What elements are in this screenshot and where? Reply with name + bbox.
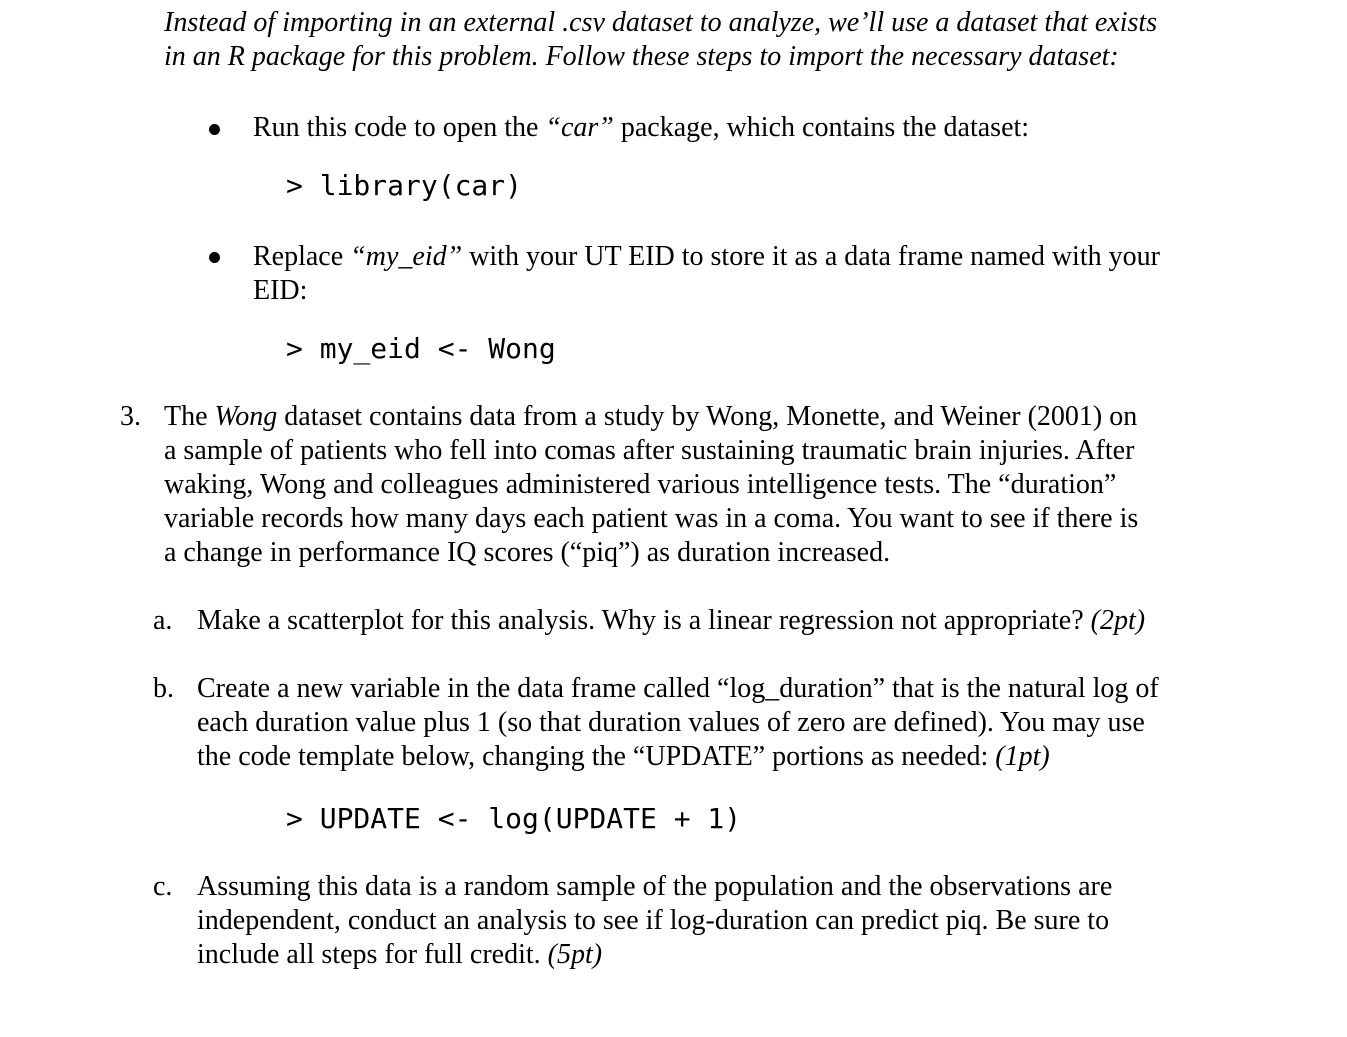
bullet-1-text (253, 111, 1233, 145)
part-c-line-1: Assuming this data is a random sample of the population and the observations are (197, 871, 1113, 902)
q3-line-2: a sample of patients who fell into comas after sustaining traumatic brain injuries. After (164, 435, 1135, 466)
bullet-2-text (253, 240, 1233, 308)
q3-line1-before: The (164, 401, 215, 432)
part-c-text (197, 870, 1227, 972)
part-a-question: Make a scatterplot for this analysis. Why is a linear regression not appropriate? (197, 605, 1091, 636)
bullet-dot (209, 252, 220, 263)
part-c-line-2: independent, conduct an analysis to see if log-duration can predict piq. Be sure to (197, 905, 1110, 936)
q3-dataset-name: Wong (214, 401, 278, 432)
q3-line-4: variable records how many days each patient was in a coma. You want to see if there is (164, 503, 1139, 534)
q3-line-5: a change in performance IQ scores (“piq”) as duration increased. (164, 537, 891, 568)
bullet-2-text-after-line1: with your UT EID to store it as a data frame named with your (462, 241, 1160, 272)
part-a-text (197, 604, 1227, 638)
part-c-line-3: include all steps for full credit. (197, 939, 548, 970)
bullet-2-text-before: Replace (253, 241, 351, 272)
part-c-letter: c. (153, 871, 173, 902)
code-my-eid-assign: > my_eid <- Wong (286, 332, 556, 365)
intro-line-1: Instead of importing in an external .csv dataset to analyze, we’ll use a dataset that exists (164, 7, 1158, 38)
intro-line-2: in an R package for this problem. Follow these steps to import the necessary dataset: (164, 41, 1119, 72)
bullet-1-text-before: Run this code to open the (253, 112, 546, 143)
bullet-2-var-name: “my_eid” (350, 241, 463, 272)
question-3-text (164, 400, 1224, 570)
intro-paragraph (164, 6, 1244, 74)
bullet-dot (209, 124, 220, 135)
bullet-1-package-name: “car” (545, 112, 614, 143)
code-library-car: > library(car) (286, 169, 523, 202)
code-update-log: > UPDATE <- log(UPDATE + 1) (286, 802, 742, 835)
part-c-points: (5pt) (547, 939, 603, 970)
bullet-1-text-after: package, which contains the dataset: (613, 112, 1030, 143)
part-b-line-1: Create a new variable in the data frame called “log_duration” that is the natural log of (197, 673, 1159, 704)
q3-line1-after: dataset contains data from a study by Wong, Monette, and Weiner (2001) on (277, 401, 1138, 432)
question-3-number: 3. (120, 401, 141, 432)
bullet-2-text-after-line2: EID: (253, 275, 308, 306)
q3-line-3: waking, Wong and colleagues administered various intelligence tests. The “duration” (164, 469, 1117, 500)
part-b-text (197, 672, 1227, 774)
part-b-line-2: each duration value plus 1 (so that duration values of zero are defined). You may use (197, 707, 1145, 738)
part-b-letter: b. (153, 673, 174, 704)
part-a-letter: a. (153, 605, 173, 636)
part-a-points: (2pt) (1090, 605, 1146, 636)
part-b-line-3: the code template below, changing the “UPDATE” portions as needed: (197, 741, 996, 772)
part-b-points: (1pt) (995, 741, 1050, 772)
